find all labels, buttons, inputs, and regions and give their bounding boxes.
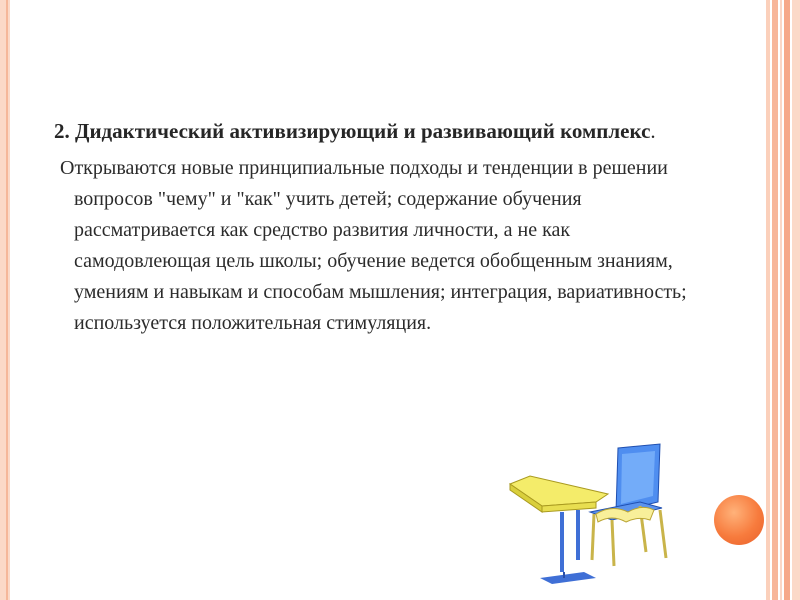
stripe	[766, 0, 770, 600]
slide-paragraph: Открываются новые принципиальные подходы и тенденции в решении вопросов "чему" и "как" учить детей; содержание обучения рассматривается как средство развития личности, а не как самодовлеющая цель школы; обучение ведется обобщенным знаниям, умениям и навыкам и способам мышления; интеграция, вариативность; используется положительная стимуляция.	[60, 157, 687, 334]
right-decorative-stripes	[766, 0, 800, 600]
slide-heading	[54, 116, 694, 147]
stripe	[780, 0, 782, 600]
left-decorative-border	[0, 0, 10, 600]
stripe	[772, 0, 778, 600]
left-border-line	[6, 0, 8, 600]
stripe	[792, 0, 800, 600]
heading-number: 2.	[54, 119, 70, 143]
desk-top	[510, 476, 608, 506]
school-desk-and-chair-icon	[500, 440, 680, 590]
slide-content	[54, 116, 694, 339]
heading-period: .	[650, 119, 656, 143]
heading-title: Дидактический активизирующий и развивающий комплекс	[75, 119, 651, 143]
stripe	[784, 0, 790, 600]
orange-circle-icon	[714, 495, 764, 545]
